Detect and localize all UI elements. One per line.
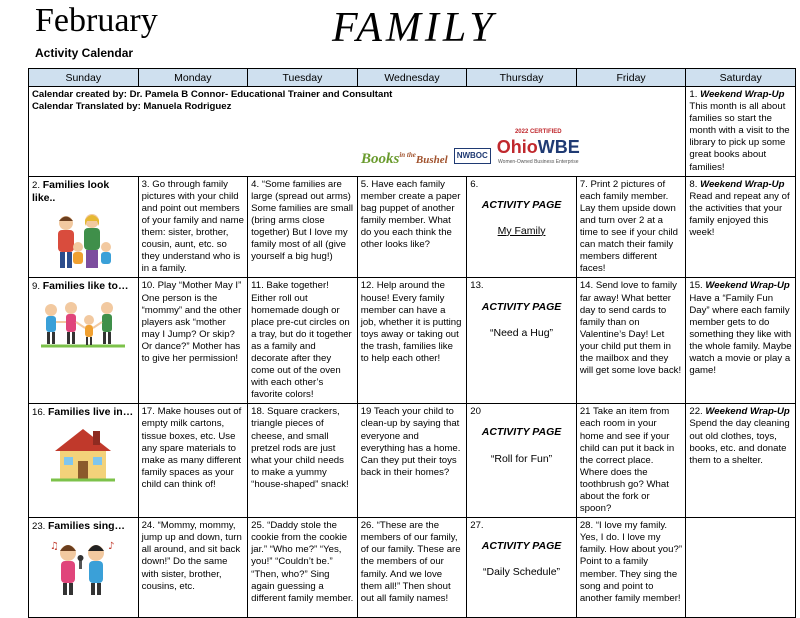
day-cell-22 [686,404,796,518]
day-cell-7 [576,176,686,278]
weekday-thursday: Thursday [467,69,577,87]
day-text: Read and repeat any of the activities that your family enjoyed this week! [689,190,790,239]
day-text: This month is all about families so start the month with a visit to the library to pick up some great books about families! [689,101,790,173]
day-number: 12. [360,280,375,292]
day-number: 26. [360,520,375,532]
day-number: 9. [32,281,41,293]
books-logo-tail: Bushel [415,153,448,166]
day-number: 10. [141,280,155,292]
week-row-1 [29,87,796,177]
svg-text:♫: ♫ [50,541,60,553]
day-text: “Daddy stole the cookie from the cookie jar.” “Who me?” “Yes, you!” “Couldn’t be.” “Then, who?” Sing again guessing a different family member. [251,520,354,604]
day-number: 17. [141,406,155,418]
house-icon [51,425,115,483]
day-cell-27 [467,518,577,618]
day-text: Have each family member create a paper bag puppet of another family member. What do you each think the other looks like? [360,178,461,251]
books-logo-small: in the [399,150,416,159]
day-cell-2 [29,176,139,278]
day-cell-9 [29,278,139,404]
day-cell-14 [576,278,686,404]
weekday-wednesday: Wednesday [357,69,467,87]
day-number: 11. [251,280,264,292]
day-text: Send love to family far away! What better day to send cards to family than on Valentine’s Day! Let your child put them in the mailbox and they will get some love back! [579,280,682,377]
ohio-sub-text: Women-Owned Business Enterprise [498,158,579,165]
books-logo-word: Books [361,150,400,167]
day-number: 25. [251,520,265,532]
day-number: 18. [251,406,265,418]
weekend-wrap-up-title: Weekend Wrap-Up [700,89,785,100]
day-cell-6 [467,176,577,278]
sunday-theme-title: Families like to… [42,280,129,293]
day-number: 27. [470,520,484,532]
activity-page-link[interactable]: “Daily Schedule” [483,566,561,579]
sunday-theme-title: Families live in… [48,406,134,419]
week-row-5 [29,518,796,618]
day-number: 20 [470,406,481,418]
day-cell-5 [357,176,467,278]
weekday-tuesday: Tuesday [248,69,358,87]
day-text: Print 2 pictures of each family member. Lay them upside down and turn over 2 at a time to see if your child can match their family members different faces! [579,178,678,275]
day-cell-17 [138,404,248,518]
weekend-wrap-up-title: Weekend Wrap-Up [700,178,785,190]
day-cell-24 [138,518,248,618]
activity-page-label: ACTIVITY PAGE [481,540,562,553]
day-number: 6. [470,178,479,190]
day-cell-20 [467,404,577,518]
sunday-theme-title: Families look like.. [32,178,110,204]
day-cell-26 [357,518,467,618]
svg-text:♪: ♪ [108,541,115,553]
day-number: 4. [251,178,260,190]
singing-children-icon [48,539,118,597]
activity-page-label: ACTIVITY PAGE [481,426,562,439]
ohio-word: Ohio [496,136,538,157]
wbe-word: WBE [537,136,580,157]
ohio-certified-text: 2022 CERTIFIED [514,129,562,136]
credit-created: Calendar created by: Dr. Pamela B Connor- Educational Trainer and Consultant [32,89,393,100]
day-cell-16 [29,404,139,518]
day-text: Spend the day cleaning out old clothes, toys, books, etc. and donate them to a shelter. [689,418,790,466]
week-row-2 [29,176,796,278]
activity-page-link[interactable]: My Family [497,224,546,237]
day-cell-25 [248,518,358,618]
day-number: 19 [360,406,372,418]
day-text: Make houses out of empty milk cartons, tissue boxes, etc. Use any spare materials to make as many different family spaces as your child can think of! [141,406,242,490]
credits-cell [29,87,686,177]
family-holding-hands-icon [41,300,125,350]
month-title: February [35,2,158,39]
day-cell-21 [576,404,686,518]
nwboc-logo: NWBOC [454,148,491,164]
day-cell-28 [576,518,686,618]
day-cell-1 [686,87,796,177]
day-number: 14. [579,280,594,292]
day-text: Go through family pictures with your child and point out members of your family and name them: sister, brother, cousin, aunt, etc. so they understand who is in a family. [141,178,244,275]
day-cell-3 [138,176,248,278]
day-text: Bake together! Either roll out homemade dough or place pre-cut circles on a tray, but do it together as a family and decorate after they come out of the oven with each other’s favorite colors! [251,280,352,401]
day-cell-11 [248,278,358,404]
day-text: “Some families are large (spread out arms) Some families are small (bring arms close together) But I love my family most of all (give yourself a big hug!) [251,178,353,263]
day-text: “Mommy, mommy, jump up and down, turn all around, and sit back down!” Do the same with sister, brother, cousins, etc. [141,520,242,592]
day-cell-19 [357,404,467,518]
weekday-header-row [29,69,796,87]
activity-page-link[interactable]: “Need a Hug” [490,326,554,339]
day-number: 3. [141,178,150,190]
day-cell-12 [357,278,467,404]
theme-title: FAMILY [332,5,497,51]
weekday-sunday: Sunday [29,69,139,87]
day-number: 15. [689,280,703,292]
day-cell-18 [248,404,358,518]
week-row-3 [29,278,796,404]
day-number: 24. [141,520,155,532]
empty-day-cell [686,518,796,618]
day-text: Square crackers, triangle pieces of cheese, and small pretzel rods are just what your child needs to make a yummy “house-shaped” snack! [251,406,349,490]
books-in-the-bushel-logo [361,148,448,168]
day-number: 23. [32,521,46,533]
activity-page-label: ACTIVITY PAGE [481,198,562,211]
day-number: 22. [689,406,703,418]
day-number: 8. [689,178,698,190]
weekday-friday: Friday [576,69,686,87]
day-number: 13. [470,280,484,292]
day-cell-4 [248,176,358,278]
day-cell-15 [686,278,796,404]
day-number: 2. [32,179,41,191]
weekday-monday: Monday [138,69,248,87]
day-number: 1. [689,89,698,100]
day-number: 7. [579,178,588,190]
day-text: Help around the house! Every family member can have a job, whether it is putting toys away or taking out the trash, families like to help each other! [360,280,462,364]
calendar-grid [28,68,796,618]
day-text: Have a “Family Fun Day” where each family member gets to do something they like with the whole family. Maybe watch a movie or play a game! [689,292,792,377]
day-cell-23 [29,518,139,618]
sponsor-logos [361,126,580,167]
day-text: Play “Mother May I” One person is the “mommy” and the other players ask “mother may I Jump? Or skip? Or dance?” Mother has to give her permission! [141,280,242,364]
day-number: 21 [579,406,591,418]
week-row-4 [29,404,796,518]
activity-page-label: ACTIVITY PAGE [481,300,562,313]
day-number: 16. [32,407,46,419]
day-text: “I love my family. Yes, I do. I love my family. How about you?” Point to a family member. They sing the song and point to another family member! [579,520,683,604]
weekend-wrap-up-title: Weekend Wrap-Up [705,406,790,418]
activity-page-link[interactable]: “Roll for Fun” [490,452,553,465]
day-text: “These are the members of our family, of our family. These are the members of our family. And we love them all!” Then shout out all family names! [360,520,461,604]
day-cell-13 [467,278,577,404]
calendar-subtitle: Activity Calendar [35,46,134,60]
day-number: 5. [360,178,369,190]
family-group-icon [48,211,118,273]
credit-translated: Calendar Translated by: Manuela Rodriguez [32,101,232,112]
day-text: Teach your child to clean-up by saying that everyone and everything has a home. Can they put their toys back in their homes? [360,406,461,478]
weekday-saturday: Saturday [686,69,796,87]
day-number: 28. [579,520,594,532]
sunday-theme-title: Families sing… [48,520,126,533]
day-cell-8 [686,176,796,278]
weekend-wrap-up-title: Weekend Wrap-Up [705,280,790,292]
ohio-wbe-logo [497,126,580,167]
day-cell-10 [138,278,248,404]
day-text: Take an item from each room in your home and see if your child can put it back in the correct place. Where does the toothbrush go? What about the fork or spoon? [579,406,675,515]
